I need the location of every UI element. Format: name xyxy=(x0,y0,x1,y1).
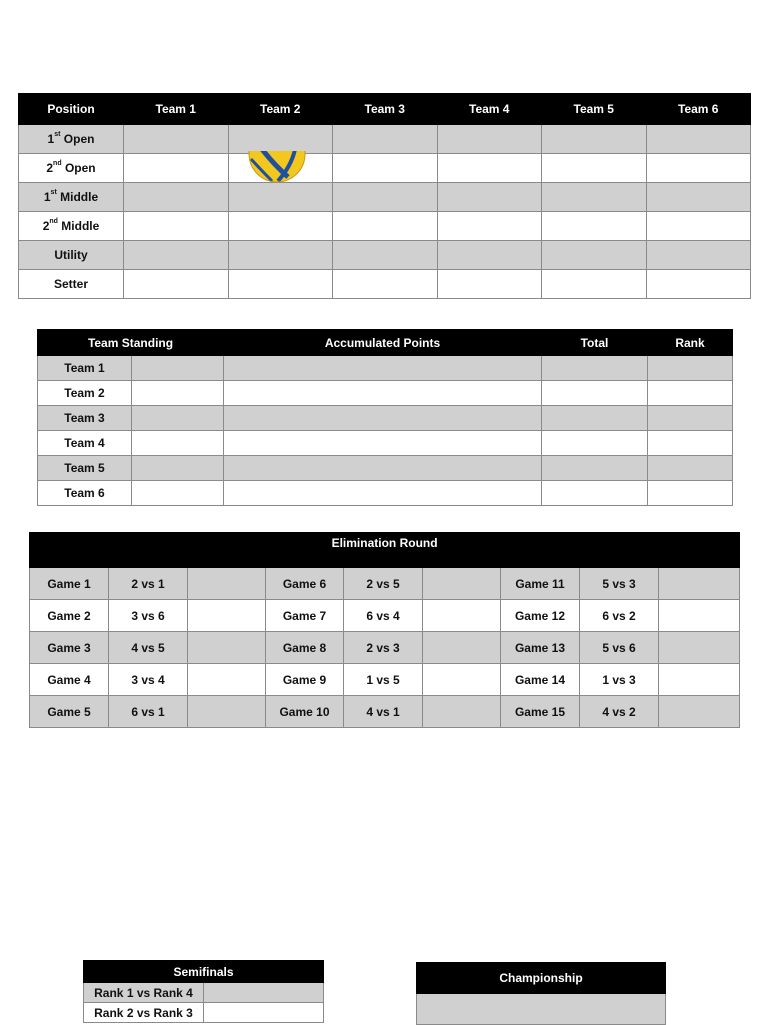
standing-blank-cell[interactable] xyxy=(132,431,224,456)
game-label: Game 8 xyxy=(266,632,344,664)
game-result-cell[interactable] xyxy=(423,664,501,696)
championship-title: Championship xyxy=(417,963,666,994)
position-name: Setter xyxy=(53,277,88,291)
positions-header-team: Team 1 xyxy=(124,94,229,125)
position-ordinal: nd xyxy=(49,218,58,225)
position-team-cell[interactable] xyxy=(228,270,333,299)
game-label: Game 7 xyxy=(266,600,344,632)
standing-blank-cell[interactable] xyxy=(132,406,224,431)
position-ordinal: st xyxy=(54,131,61,138)
game-matchup: 4 vs 2 xyxy=(580,696,659,728)
game-result-cell[interactable] xyxy=(423,632,501,664)
position-team-cell[interactable] xyxy=(437,241,542,270)
position-number: 1 xyxy=(47,132,55,146)
position-team-cell[interactable] xyxy=(437,125,542,154)
semifinal-row xyxy=(84,983,324,1003)
positions-table xyxy=(18,93,751,299)
standing-total-cell[interactable] xyxy=(542,381,648,406)
position-team-cell[interactable] xyxy=(228,212,333,241)
game-matchup: 4 vs 5 xyxy=(109,632,188,664)
game-label: Game 6 xyxy=(266,568,344,600)
standing-rank-cell[interactable] xyxy=(648,356,733,381)
elimination-table xyxy=(29,532,740,728)
position-label xyxy=(19,154,124,183)
standing-points-cell[interactable] xyxy=(224,406,542,431)
position-row xyxy=(19,270,751,299)
position-team-cell[interactable] xyxy=(333,241,438,270)
standing-total-cell[interactable] xyxy=(542,406,648,431)
game-label: Game 12 xyxy=(501,600,580,632)
position-team-cell[interactable] xyxy=(228,154,333,183)
position-name: Open xyxy=(64,161,96,175)
standing-row xyxy=(38,481,733,506)
position-label xyxy=(19,270,124,299)
standing-rank-cell[interactable] xyxy=(648,481,733,506)
game-result-cell[interactable] xyxy=(659,568,740,600)
game-result-cell[interactable] xyxy=(659,600,740,632)
game-label: Game 14 xyxy=(501,664,580,696)
game-label: Game 10 xyxy=(266,696,344,728)
game-matchup: 4 vs 1 xyxy=(344,696,423,728)
standing-points-cell[interactable] xyxy=(224,456,542,481)
position-row xyxy=(19,154,751,183)
position-team-cell[interactable] xyxy=(542,212,647,241)
position-ordinal: st xyxy=(50,189,57,196)
game-matchup: 6 vs 1 xyxy=(109,696,188,728)
game-result-cell[interactable] xyxy=(423,568,501,600)
position-team-cell[interactable] xyxy=(333,125,438,154)
standing-rank-cell[interactable] xyxy=(648,406,733,431)
standing-total-cell[interactable] xyxy=(542,431,648,456)
standing-team-label: Team 1 xyxy=(38,356,132,381)
game-label: Game 1 xyxy=(30,568,109,600)
position-name: Utility xyxy=(54,248,88,262)
game-label: Game 15 xyxy=(501,696,580,728)
game-matchup: 5 vs 3 xyxy=(580,568,659,600)
position-team-cell[interactable] xyxy=(646,270,751,299)
standing-rank-cell[interactable] xyxy=(648,456,733,481)
position-row xyxy=(19,125,751,154)
elimination-row xyxy=(30,696,740,728)
position-team-cell[interactable] xyxy=(124,270,229,299)
position-label xyxy=(19,241,124,270)
game-matchup: 3 vs 4 xyxy=(109,664,188,696)
standing-team-label: Team 2 xyxy=(38,381,132,406)
position-row xyxy=(19,212,751,241)
position-label xyxy=(19,125,124,154)
game-result-cell[interactable] xyxy=(423,600,501,632)
game-label: Game 13 xyxy=(501,632,580,664)
elimination-row xyxy=(30,632,740,664)
position-team-cell[interactable] xyxy=(437,154,542,183)
position-team-cell[interactable] xyxy=(228,125,333,154)
standing-blank-cell[interactable] xyxy=(132,456,224,481)
position-team-cell[interactable] xyxy=(124,183,229,212)
position-team-cell[interactable] xyxy=(542,154,647,183)
standings-header-points: Accumulated Points xyxy=(224,330,542,356)
position-team-cell[interactable] xyxy=(124,212,229,241)
standing-points-cell[interactable] xyxy=(224,381,542,406)
position-team-cell[interactable] xyxy=(646,125,751,154)
game-result-cell[interactable] xyxy=(188,632,266,664)
position-name: Middle xyxy=(61,219,100,233)
game-label: Game 2 xyxy=(30,600,109,632)
position-team-cell[interactable] xyxy=(333,154,438,183)
standing-team-label: Team 5 xyxy=(38,456,132,481)
standing-row xyxy=(38,381,733,406)
game-label: Game 3 xyxy=(30,632,109,664)
standing-blank-cell[interactable] xyxy=(132,356,224,381)
position-row xyxy=(19,183,751,212)
standings-header-team: Team Standing xyxy=(38,330,224,356)
game-label: Game 11 xyxy=(501,568,580,600)
positions-header-team: Team 6 xyxy=(646,94,751,125)
position-row xyxy=(19,241,751,270)
position-team-cell[interactable] xyxy=(542,183,647,212)
position-team-cell[interactable] xyxy=(542,241,647,270)
elimination-row xyxy=(30,568,740,600)
standing-row xyxy=(38,356,733,381)
standing-row xyxy=(38,456,733,481)
position-team-cell[interactable] xyxy=(542,270,647,299)
position-number: 2 xyxy=(46,161,54,175)
position-team-cell[interactable] xyxy=(228,241,333,270)
position-number: 2 xyxy=(42,219,50,233)
positions-header-team: Team 3 xyxy=(333,94,438,125)
standing-team-label: Team 6 xyxy=(38,481,132,506)
game-matchup: 1 vs 5 xyxy=(344,664,423,696)
championship-result-cell[interactable] xyxy=(417,994,666,1025)
game-label: Game 9 xyxy=(266,664,344,696)
game-result-cell[interactable] xyxy=(188,664,266,696)
game-result-cell[interactable] xyxy=(659,696,740,728)
semifinal-result-cell[interactable] xyxy=(204,983,324,1003)
standing-blank-cell[interactable] xyxy=(132,481,224,506)
position-team-cell[interactable] xyxy=(124,125,229,154)
position-team-cell[interactable] xyxy=(333,212,438,241)
elimination-row xyxy=(30,600,740,632)
standing-points-cell[interactable] xyxy=(224,356,542,381)
game-matchup: 5 vs 6 xyxy=(580,632,659,664)
position-name: Middle xyxy=(60,190,99,204)
position-label xyxy=(19,183,124,212)
game-result-cell[interactable] xyxy=(659,664,740,696)
position-team-cell[interactable] xyxy=(437,212,542,241)
position-team-cell[interactable] xyxy=(124,154,229,183)
semifinal-result-cell[interactable] xyxy=(204,1003,324,1023)
positions-header-team: Team 4 xyxy=(437,94,542,125)
semifinals-table xyxy=(83,960,324,1023)
standing-rank-cell[interactable] xyxy=(648,381,733,406)
game-matchup: 2 vs 5 xyxy=(344,568,423,600)
game-result-cell[interactable] xyxy=(188,568,266,600)
position-team-cell[interactable] xyxy=(333,183,438,212)
standing-points-cell[interactable] xyxy=(224,431,542,456)
standing-points-cell[interactable] xyxy=(224,481,542,506)
position-label xyxy=(19,212,124,241)
game-matchup: 6 vs 4 xyxy=(344,600,423,632)
position-ordinal: nd xyxy=(53,160,62,167)
semifinals-title: Semifinals xyxy=(84,961,324,983)
standing-rank-cell[interactable] xyxy=(648,431,733,456)
position-team-cell[interactable] xyxy=(124,241,229,270)
positions-header-team: Team 5 xyxy=(542,94,647,125)
position-number: 1 xyxy=(43,190,51,204)
semifinal-match: Rank 1 vs Rank 4 xyxy=(84,983,204,1003)
positions-header-team: Team 2 xyxy=(228,94,333,125)
position-team-cell[interactable] xyxy=(646,241,751,270)
standings-header-rank: Rank xyxy=(648,330,733,356)
position-name: Open xyxy=(63,132,95,146)
position-team-cell[interactable] xyxy=(646,212,751,241)
game-result-cell[interactable] xyxy=(423,696,501,728)
semifinal-match: Rank 2 vs Rank 3 xyxy=(84,1003,204,1023)
championship-table xyxy=(416,962,666,1025)
standing-row xyxy=(38,431,733,456)
position-team-cell[interactable] xyxy=(333,270,438,299)
standings-table xyxy=(37,329,733,506)
game-matchup: 1 vs 3 xyxy=(580,664,659,696)
game-matchup: 6 vs 2 xyxy=(580,600,659,632)
standings-header-total: Total xyxy=(542,330,648,356)
elimination-row xyxy=(30,664,740,696)
game-result-cell[interactable] xyxy=(188,696,266,728)
position-team-cell[interactable] xyxy=(437,183,542,212)
game-label: Game 4 xyxy=(30,664,109,696)
standing-team-label: Team 3 xyxy=(38,406,132,431)
standing-row xyxy=(38,406,733,431)
game-matchup: 3 vs 6 xyxy=(109,600,188,632)
game-matchup: 2 vs 3 xyxy=(344,632,423,664)
game-matchup: 2 vs 1 xyxy=(109,568,188,600)
game-result-cell[interactable] xyxy=(659,632,740,664)
position-team-cell[interactable] xyxy=(228,183,333,212)
position-team-cell[interactable] xyxy=(542,125,647,154)
standing-total-cell[interactable] xyxy=(542,456,648,481)
position-team-cell[interactable] xyxy=(646,154,751,183)
standing-total-cell[interactable] xyxy=(542,356,648,381)
game-label: Game 5 xyxy=(30,696,109,728)
standing-team-label: Team 4 xyxy=(38,431,132,456)
positions-header-position: Position xyxy=(19,94,124,125)
standing-blank-cell[interactable] xyxy=(132,381,224,406)
standing-total-cell[interactable] xyxy=(542,481,648,506)
game-result-cell[interactable] xyxy=(188,600,266,632)
position-team-cell[interactable] xyxy=(437,270,542,299)
position-team-cell[interactable] xyxy=(646,183,751,212)
semifinal-row xyxy=(84,1003,324,1023)
elimination-title: Elimination Round xyxy=(30,533,740,568)
